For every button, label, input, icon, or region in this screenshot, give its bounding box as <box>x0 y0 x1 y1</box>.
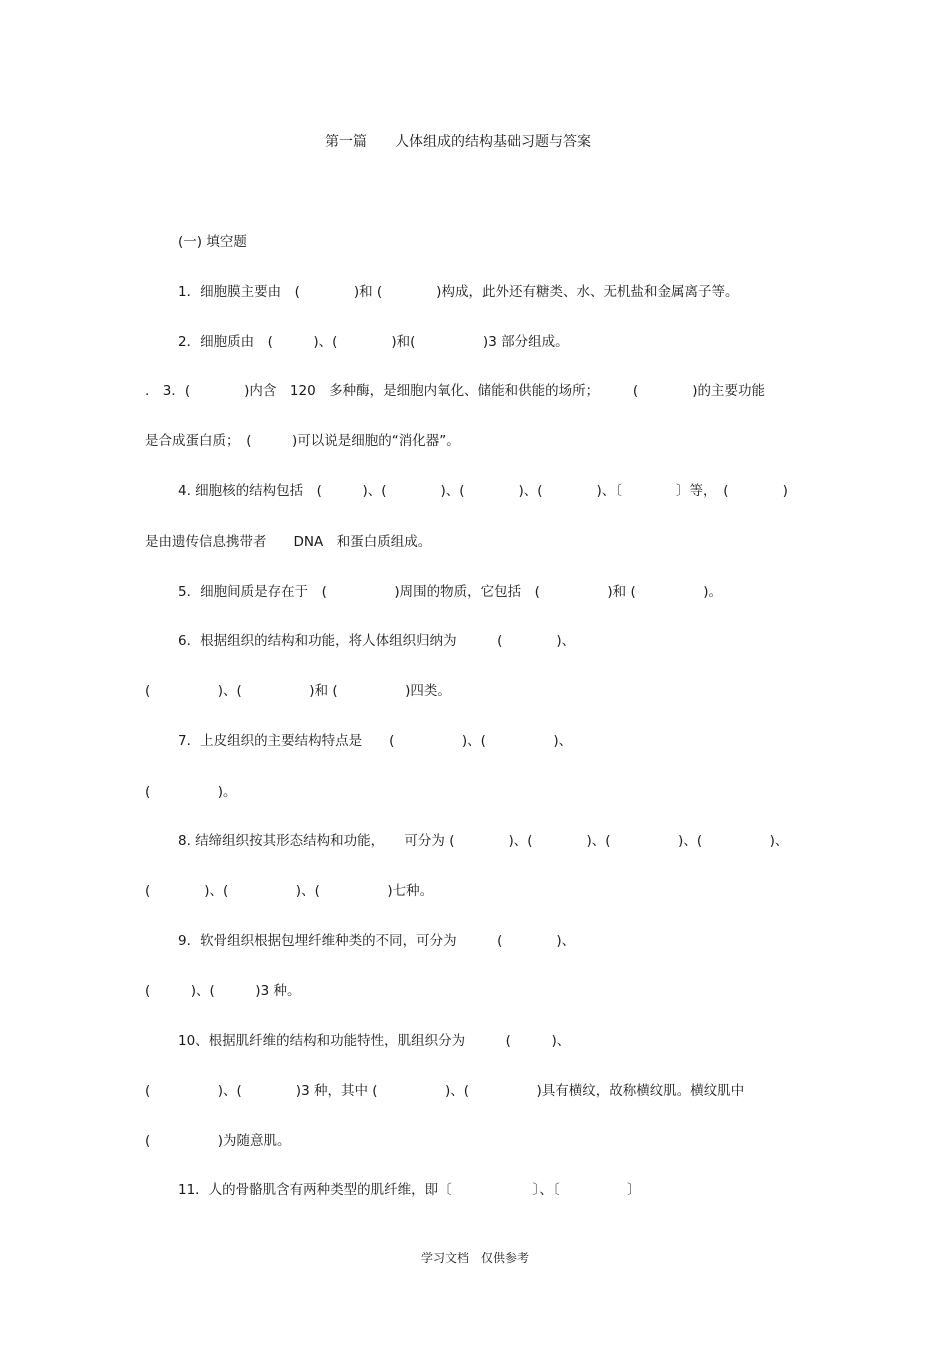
page-title: 第一篇 人体组成的结构基础习题与答案 <box>325 134 591 150</box>
question-3-line-1: . 3．( )内含 120 多种酶，是细胞内氧化、储能和供能的场所； ( )的主要功能 <box>145 383 765 399</box>
question-10-line-2: ( )、( )3 种，其中 ( )、( )具有横纹，故称横纹肌。横纹肌中 <box>145 1083 745 1099</box>
page-footer: 学习文档 仅供参考 <box>421 1251 530 1265</box>
question-7-line-2: ( )。 <box>145 784 237 800</box>
question-3-line-2: 是合成蛋白质； ( )可以说是细胞的“消化器”。 <box>145 433 460 449</box>
question-9-line-1: 9．软骨组织根据包埋纤维种类的不同，可分为 ( )、 <box>178 933 576 949</box>
question-8-line-2: ( )、( )、( )七种。 <box>145 883 434 899</box>
section-heading: (一) 填空题 <box>178 234 247 250</box>
question-10-line-3: ( )为随意肌。 <box>145 1133 291 1149</box>
question-9-line-2: ( )、( )3 种。 <box>145 983 301 999</box>
question-4-line-1: 4. 细胞核的结构包括 ( )、( )、( )、( )、〔 〕等， ( ) <box>178 483 788 499</box>
question-7-line-1: 7．上皮组织的主要结构特点是 ( )、( )、 <box>178 733 573 749</box>
question-8-line-1: 8. 结缔组织按其形态结构和功能， 可分为 ( )、( )、( )、( )、 <box>178 833 789 849</box>
question-4-line-2: 是由遗传信息携带者 DNA 和蛋白质组成。 <box>145 534 432 550</box>
question-2: 2．细胞质由 ( )、( )和( )3 部分组成。 <box>178 334 569 350</box>
question-6-line-2: ( )、( )和 ( )四类。 <box>145 683 451 699</box>
question-11: 11．人的骨骼肌含有两种类型的肌纤维，即〔 〕、〔 〕 <box>178 1182 641 1198</box>
question-1: 1．细胞膜主要由 ( )和 ( )构成，此外还有糖类、水、无机盐和金属离子等。 <box>178 284 739 300</box>
question-6-line-1: 6．根据组织的结构和功能，将人体组织归纳为 ( )、 <box>178 633 576 649</box>
question-10-line-1: 10、根据肌纤维的结构和功能特性，肌组织分为 ( )、 <box>178 1033 571 1049</box>
question-5: 5．细胞间质是存在于 ( )周围的物质，它包括 ( )和 ( )。 <box>178 584 722 600</box>
